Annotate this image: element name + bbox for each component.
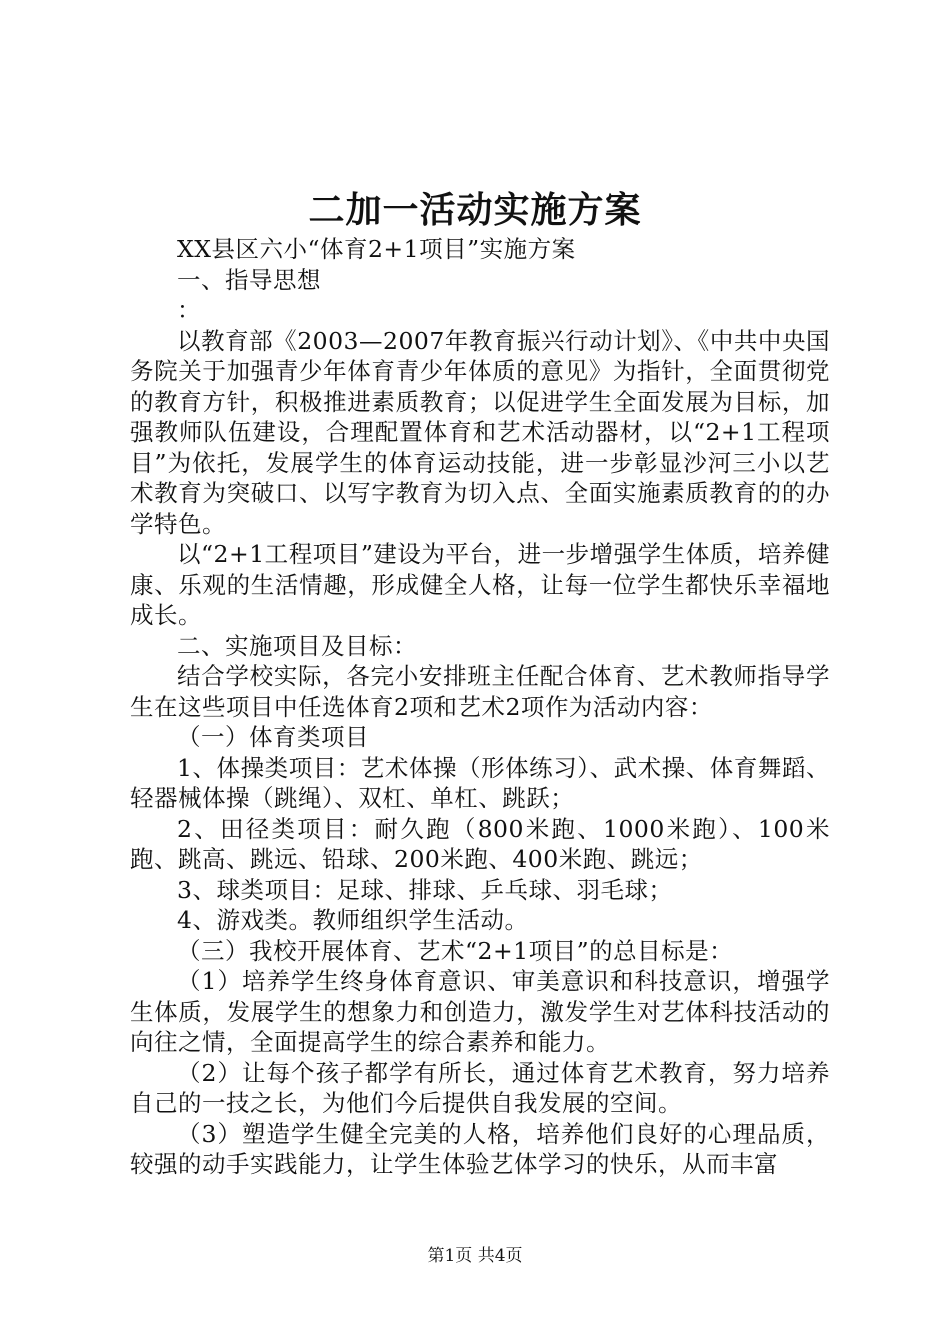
section-heading-guiding-ideology: 一、指导思想 [177,265,321,294]
goal-item-2: （2）让每个孩子都学有所长，通过体育艺术教育，努力培养自己的一技之长，为他们今后提供自我发展的空间。 [130,1058,830,1117]
section-heading-projects-goals: 二、实施项目及目标： [177,631,417,660]
list-item-ball-games: 3、球类项目：足球、排球、乒乓球、羽毛球； [177,875,673,904]
goal-item-1: （1）培养学生终身体育意识、审美意识和科技意识，增强学生体质，发展学生的想象力和创造力，激发学生对艺体科技活动的向往之情，全面提高学生的综合素养和能力。 [130,967,830,1056]
goal-item-3: （3）塑造学生健全完美的人格，培养他们良好的心理品质，较强的动手实践能力，让学生体验艺体学习的快乐，从而丰富 [130,1119,830,1178]
paragraph-guiding-principle: 以教育部《2003—2007年教育振兴行动计划》、《中共中央国务院关于加强青少年体育青少年体质的意见》为指针，全面贯彻党的教育方针，积极推进素质教育；以促进学生全面发展为目标，加强教师队伍建设，合理配置体育和艺术活动器材，以“2+1工程项目”为依托，发展学生的体育运动技能，进一步彰显沙河三小以艺术教育为突破口、以写字教育为切入点、全面实施素质教育的的办学特色。 [130,326,830,538]
colon-line: ： [177,296,201,324]
subtitle-line: XX县区六小“体育2+1项目”实施方案 [177,235,576,263]
list-item-gymnastics: 1、体操类项目：艺术体操（形体练习）、武术操、体育舞蹈、轻器械体操（跳绳）、双杠、单杠、跳跃； [130,753,830,812]
paragraph-platform: 以“2+1工程项目”建设为平台，进一步增强学生体质，培养健康、乐观的生活情趣，形成健全人格，让每一位学生都快乐幸福地成长。 [130,540,830,629]
list-item-track-field: 2、田径类项目：耐久跑（800米跑、1000米跑）、100米跑、跳高、跳远、铅球、200米跑、400米跑、跳远； [130,814,830,873]
page-footer: 第1页 共4页 [427,1246,523,1266]
subheading-sports-projects: （一）体育类项目 [177,723,369,751]
subheading-overall-goals: （三）我校开展体育、艺术“2+1项目”的总目标是： [177,936,734,965]
list-item-games: 4、游戏类。教师组织学生活动。 [177,906,529,934]
document-title: 二加一活动实施方案 [308,189,642,231]
paragraph-school-practice: 结合学校实际，各完小安排班主任配合体育、艺术教师指导学生在这些项目中任选体育2项和艺术2项作为活动内容： [130,662,830,721]
document-body [130,234,830,1180]
